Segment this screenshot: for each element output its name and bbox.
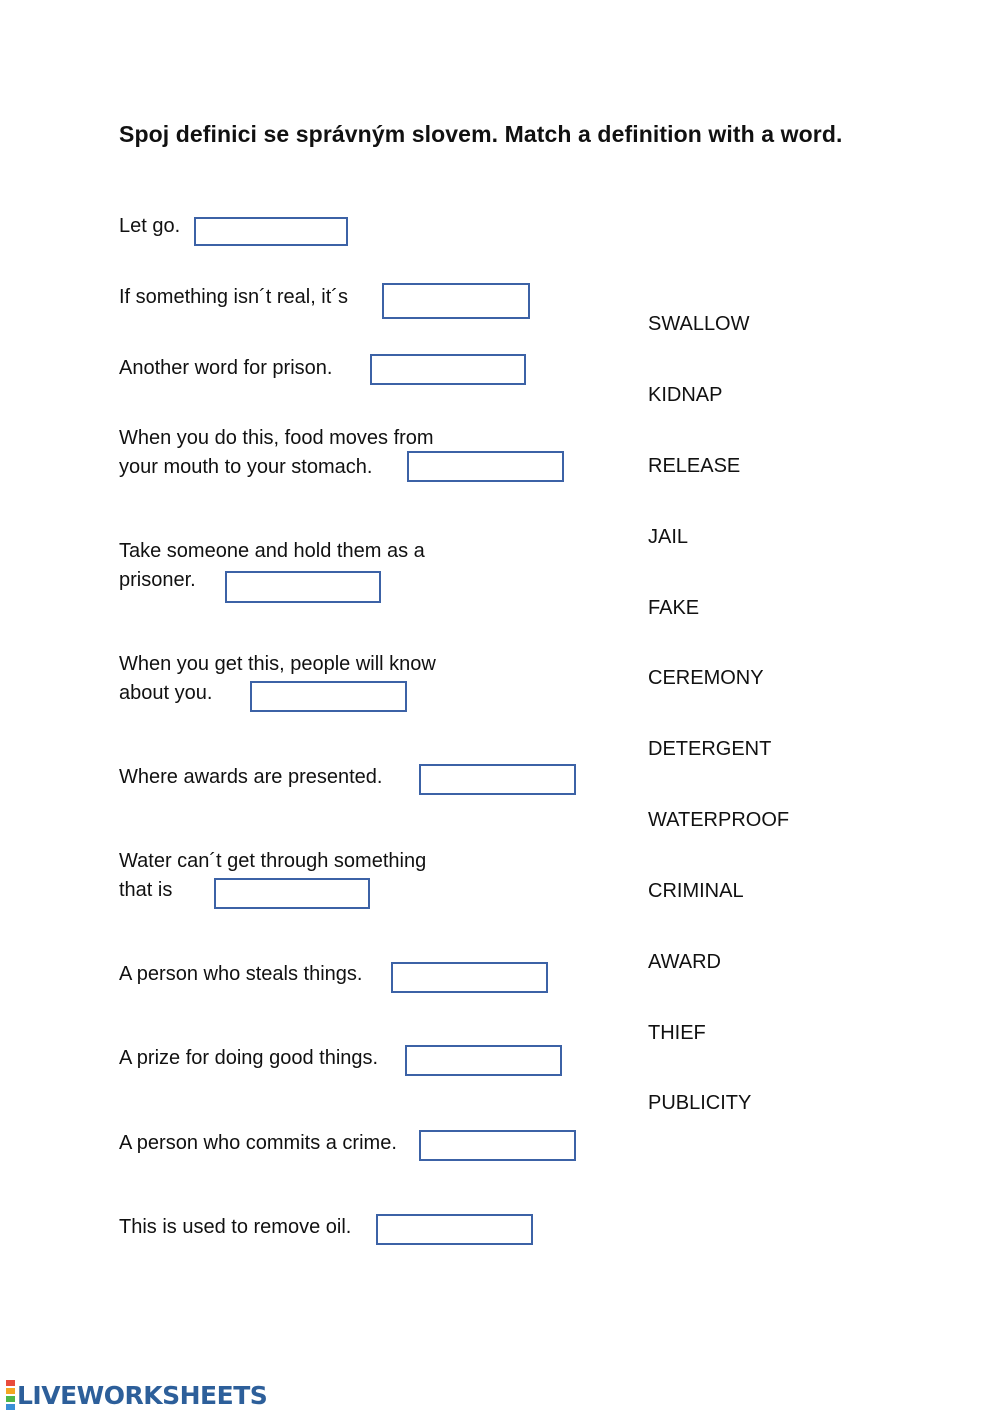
liveworksheets-wordmark: LIVEWORKSHEETS	[17, 1380, 268, 1410]
word-bank-item: JAIL	[648, 526, 689, 548]
question-4-text-line2: your mouth to your stomach.	[119, 456, 373, 478]
question-11-text: A person who commits a crime.	[119, 1132, 397, 1154]
question-6-text-line1: When you get this, people will know	[119, 653, 436, 675]
word-bank-item: KIDNAP	[648, 384, 723, 406]
word-bank-item: SWALLOW	[648, 313, 750, 335]
logo-bar-orange	[6, 1388, 15, 1394]
question-9	[119, 960, 362, 989]
question-7	[119, 763, 382, 792]
question-3-text: Another word for prison.	[119, 357, 333, 379]
question-2-text: If something isn´t real, it´s	[119, 286, 348, 308]
answer-input-3[interactable]	[370, 354, 526, 385]
word-bank-item: DETERGENT	[648, 738, 772, 760]
logo-bar-red	[6, 1380, 15, 1386]
question-12-text: This is used to remove oil.	[119, 1216, 352, 1238]
question-10-text: A prize for doing good things.	[119, 1047, 379, 1069]
word-bank-item: PUBLICITY	[648, 1092, 752, 1114]
answer-input-2[interactable]	[382, 283, 530, 319]
question-4-text-line1: When you do this, food moves from	[119, 427, 434, 449]
answer-input-1[interactable]	[194, 217, 348, 246]
question-5-text-line1: Take someone and hold them as a	[119, 540, 425, 562]
answer-input-9[interactable]	[391, 962, 548, 993]
question-12	[119, 1213, 351, 1242]
word-bank-item: CEREMONY	[648, 667, 764, 689]
answer-input-6[interactable]	[250, 681, 407, 712]
answer-input-8[interactable]	[214, 878, 370, 909]
word-bank-item: CRIMINAL	[648, 880, 744, 902]
answer-input-7[interactable]	[419, 764, 576, 795]
word-bank-item: RELEASE	[648, 455, 741, 477]
worksheet-title: Spoj definici se správným slovem. Match a definition with a word.	[119, 121, 843, 147]
question-3	[119, 354, 332, 383]
question-5-text-line2: prisoner.	[119, 569, 196, 591]
question-10	[119, 1044, 378, 1073]
question-6-text-line2: about you.	[119, 682, 213, 704]
question-9-text: A person who steals things.	[119, 963, 363, 985]
liveworksheets-brand[interactable]	[6, 1381, 267, 1409]
question-11	[119, 1129, 397, 1158]
question-1-text: Let go.	[119, 215, 181, 237]
liveworksheets-logo-icon	[6, 1379, 15, 1411]
question-8-text-line2: that is	[119, 879, 173, 901]
logo-bar-blue	[6, 1404, 15, 1410]
word-bank-item: WATERPROOF	[648, 809, 790, 831]
answer-input-5[interactable]	[225, 571, 381, 603]
word-bank-item: THIEF	[648, 1022, 706, 1044]
question-4	[119, 424, 434, 482]
answer-input-10[interactable]	[405, 1045, 562, 1076]
answer-input-12[interactable]	[376, 1214, 533, 1245]
word-bank-item: AWARD	[648, 951, 721, 973]
question-8-text-line1: Water can´t get through something	[119, 850, 427, 872]
answer-input-4[interactable]	[407, 451, 564, 482]
logo-bar-green	[6, 1396, 15, 1402]
word-bank-item: FAKE	[648, 597, 700, 619]
question-1	[119, 212, 180, 241]
question-2	[119, 283, 348, 312]
question-7-text: Where awards are presented.	[119, 766, 383, 788]
answer-input-11[interactable]	[419, 1130, 576, 1161]
